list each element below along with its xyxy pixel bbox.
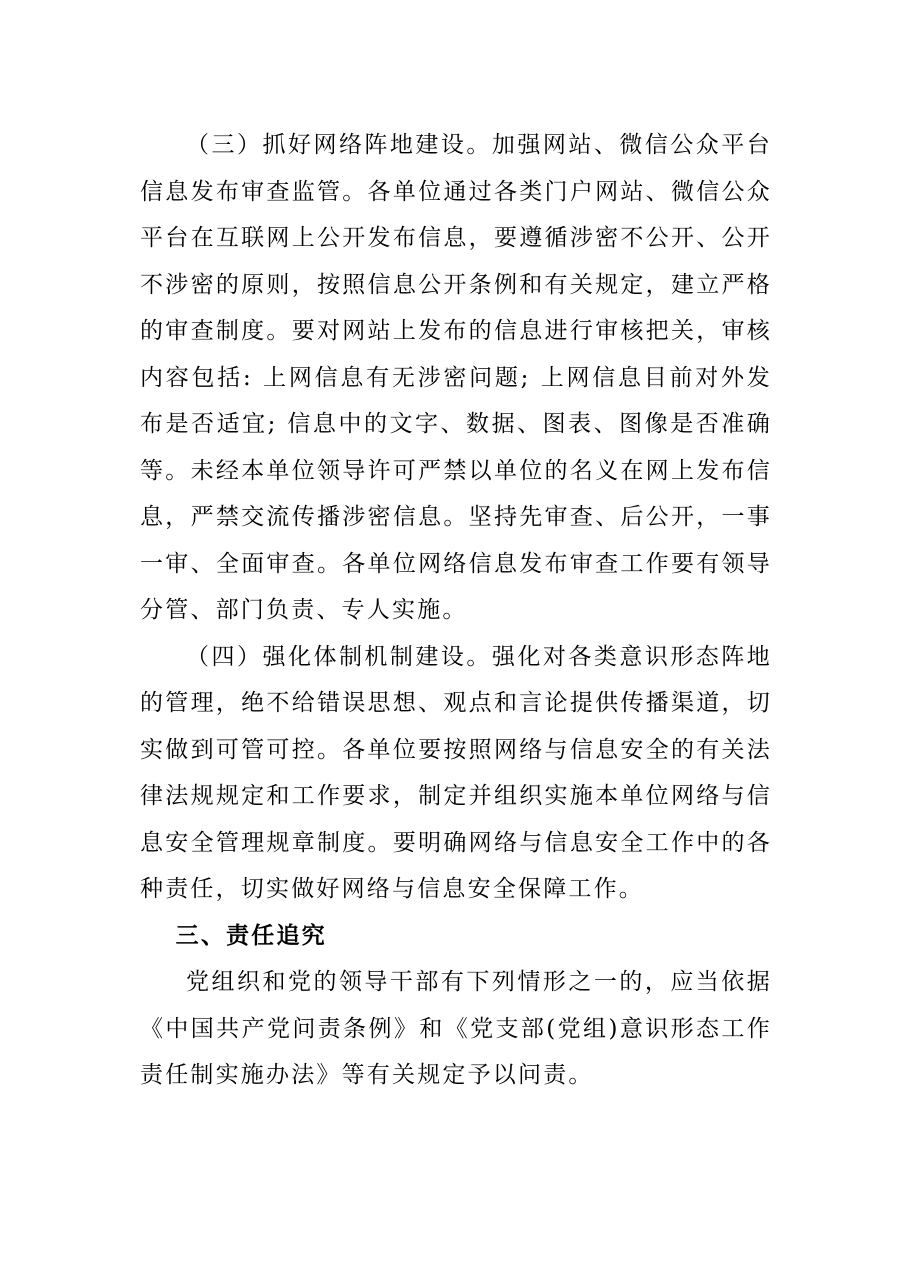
section-heading-accountability: 三、责任追究 (175, 921, 327, 949)
paragraph-institutional-mechanism: （四）强化体制机制建设。强化对各类意识形态阵地的管理，绝不给错误思想、观点和言论提供传播渠道，切实做到可管可控。各单位要按照网络与信息安全的有关法律法规规定和工作要求，制定并组织实施本单位网络与信息安全管理规章制度。要明确网络与信息安全工作中的各种责任，切实做好网络与信息安全保障工作。 (140, 643, 772, 902)
document-body (140, 122, 772, 1099)
paragraph-accountability: 党组织和党的领导干部有下列情形之一的，应当依据《中国共产党问责条例》和《党支部(党组)意识形态工作责任制实施办法》等有关规定予以问责。 (140, 969, 772, 1088)
paragraph-network-positions: （三）抓好网络阵地建设。加强网站、微信公众平台信息发布审查监管。各单位通过各类门户网站、微信公众平台在互联网上公开发布信息，要遵循涉密不公开、公开不涉密的原则，按照信息公开条例和有关规定，建立严格的审查制度。要对网站上发布的信息进行审核把关，审核内容包括: 上网信息有无涉密问题; 上网信息目前对外发布是否适宜; 信息中的文字、数据、图表、图像是否准确等。未经本单位领导许可严禁以单位的名义在网上发布信息，严禁交流传播涉密信息。坚持先审查、后公开，一事一审、全面审查。各单位网络信息发布审查工作要有领导分管、部门负责、专人实施。 (140, 132, 772, 623)
